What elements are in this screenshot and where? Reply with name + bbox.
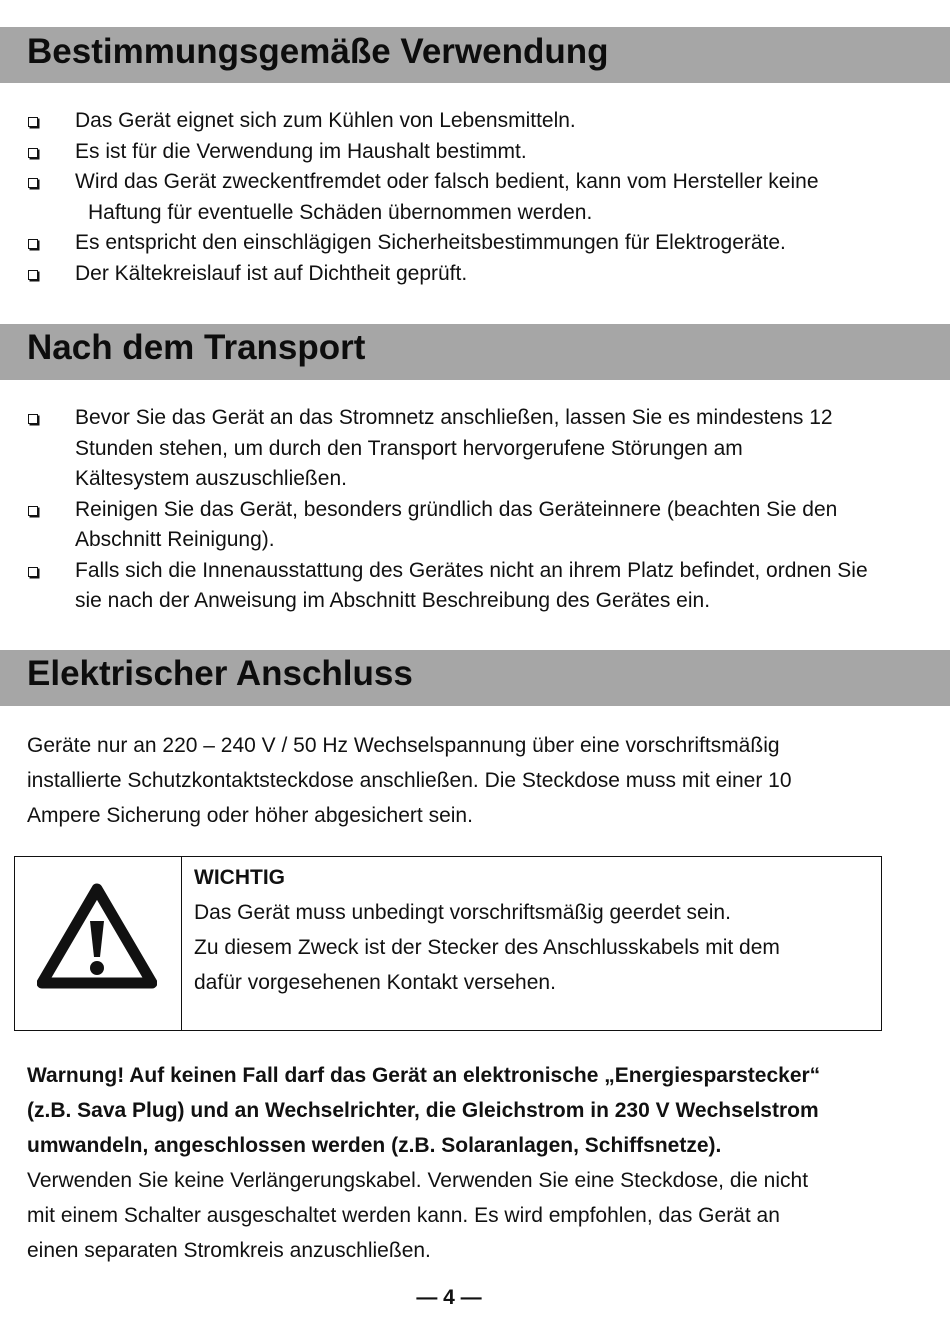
warning-line: einen separaten Stromkreis anzuschließen. xyxy=(27,1239,431,1262)
list-item-text: Das Gerät eignet sich zum Kühlen von Lebensmitteln. xyxy=(75,109,576,132)
warning-bold-line: Warnung! Auf keinen Fall darf das Gerät an elektronische „Energiesparstecker“ xyxy=(27,1064,821,1087)
page-number: — 4 — xyxy=(416,1286,482,1309)
important-notice-text xyxy=(194,860,780,1000)
important-line: dafür vorgesehenen Kontakt versehen. xyxy=(194,971,556,994)
section-title-electrical-connection: Elektrischer Anschluss xyxy=(27,654,413,693)
important-line: Das Gerät muss unbedingt vorschriftsmäßig geerdet sein. xyxy=(194,901,731,924)
checkbox-bullet-icon xyxy=(28,117,38,127)
list-item-text: Der Kältekreislauf ist auf Dichtheit geprüft. xyxy=(75,261,468,285)
final-warning-block xyxy=(27,1058,907,1268)
warning-bold-line: (z.B. Sava Plug) und an Wechselrichter, die Gleichstrom in 230 V Wechselstrom xyxy=(27,1099,819,1122)
checkbox-bullet-icon xyxy=(28,506,38,516)
important-line: Zu diesem Zweck ist der Stecker des Anschlusskabels mit dem xyxy=(194,936,780,959)
warning-bold-line: umwandeln, angeschlossen werden (z.B. Solaranlagen, Schiffsnetze). xyxy=(27,1134,722,1157)
list-item xyxy=(0,106,875,137)
checkbox-bullet-icon xyxy=(28,148,38,158)
list-item xyxy=(0,137,875,168)
list-item xyxy=(0,259,875,290)
checkbox-bullet-icon xyxy=(28,567,38,577)
checkbox-bullet-icon xyxy=(28,178,38,188)
intended-use-list xyxy=(0,106,875,289)
list-item xyxy=(0,403,875,495)
checkbox-bullet-icon xyxy=(28,270,38,280)
list-item-text: Es entspricht den einschlägigen Sicherheitsbestimmungen für Elektrogeräte. xyxy=(75,231,786,254)
list-item-text: Wird das Gerät zweckentfremdet oder falsch bedient, kann vom Hersteller keine Haftung für eventuelle Schäden übernommen werden. xyxy=(75,170,819,224)
list-item-text: Falls sich die Innenausstattung des Gerätes nicht an ihrem Platz befindet, ordnen Sie sie nach der Anweisung im Abschnitt Beschreibung des Gerätes ein. xyxy=(75,558,868,612)
after-transport-list xyxy=(0,403,875,617)
electrical-connection-paragraph: Geräte nur an 220 – 240 V / 50 Hz Wechselspannung über eine vorschriftsmäßig installierte Schutzkontaktsteckdose anschließen. Die Steckdose muss mit einer 10 Ampere Sicherung oder höher abgesichert sein. xyxy=(27,734,792,827)
checkbox-bullet-icon xyxy=(28,239,38,249)
box-divider xyxy=(181,857,182,1030)
important-heading: WICHTIG xyxy=(194,866,285,889)
list-item xyxy=(0,228,875,259)
checkbox-bullet-icon xyxy=(28,414,38,424)
list-item xyxy=(0,167,875,228)
list-item-text: Reinigen Sie das Gerät, besonders gründlich das Geräteinnere (beachten Sie den Abschnitt Reinigung). xyxy=(75,497,838,551)
important-notice-box xyxy=(14,856,882,1031)
warning-line: Verwenden Sie keine Verlängerungskabel. Verwenden Sie eine Steckdose, die nicht xyxy=(27,1169,809,1192)
warning-triangle-icon xyxy=(37,883,157,989)
list-item xyxy=(0,556,875,617)
section-title-after-transport: Nach dem Transport xyxy=(27,328,366,367)
list-item xyxy=(0,495,875,556)
warning-line: mit einem Schalter ausgeschaltet werden kann. Es wird empfohlen, das Gerät an xyxy=(27,1204,780,1227)
list-item-text: Es ist für die Verwendung im Haushalt bestimmt. xyxy=(75,139,527,163)
list-item-text: Bevor Sie das Gerät an das Stromnetz anschließen, lassen Sie es mindestens 12 Stunden stehen, um durch den Transport hervorgerufene Störungen am Kältesystem auszuschließen. xyxy=(75,406,833,490)
section-title-intended-use: Bestimmungsgemäße Verwendung xyxy=(27,32,609,71)
